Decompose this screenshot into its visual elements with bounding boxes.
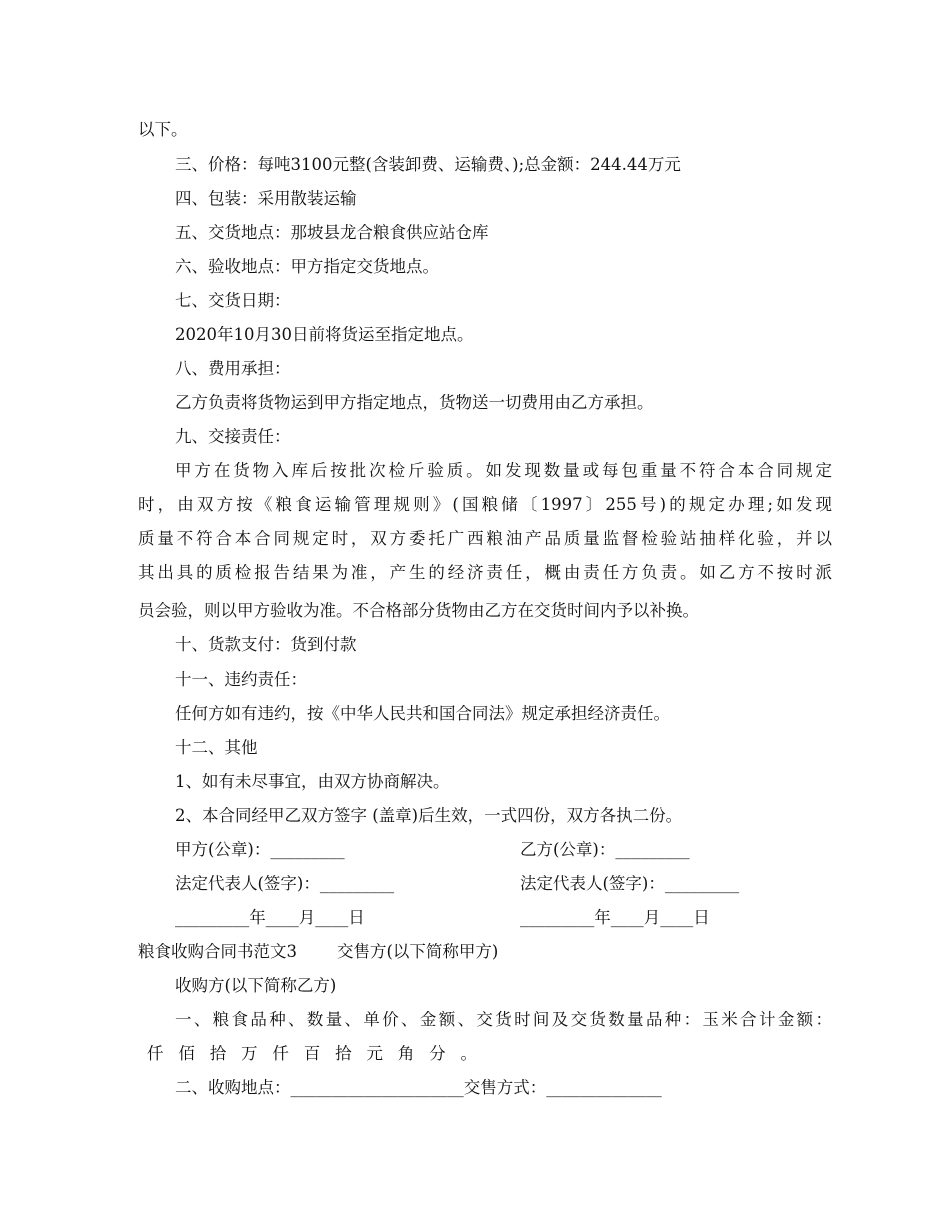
party-b-seal-field: 乙方(公章)：_________: [520, 840, 690, 859]
cost-text: 乙方负责将货物运到甲方指定地点，货物送一切费用由乙方承担。: [175, 393, 654, 412]
cost-heading: 八、费用承担：: [175, 359, 291, 378]
handover-heading: 九、交接责任：: [175, 427, 291, 446]
section-3-heading-line: [138, 941, 832, 963]
amount-in-words: 仟佰拾万仟百拾元角分。: [147, 1044, 492, 1063]
party-a-representative-field: 法定代表人(签字)：_________: [175, 874, 395, 893]
party-a-date-field: _________年____月____日: [175, 908, 365, 927]
party-b-date-field: _________年____月____日: [520, 908, 710, 927]
liability-heading: 十一、违约责任：: [175, 670, 307, 689]
packaging-clause: 四、包装：采用散装运输: [175, 189, 357, 208]
other-heading: 十二、其他: [175, 738, 258, 757]
delivery-date-heading: 七、交货日期：: [175, 291, 291, 310]
purchase-location-item: 二、收购地点：_____________________交售方式：______________: [175, 1078, 662, 1097]
delivery-date-text: 2020年10月30日前将货运至指定地点。: [175, 325, 474, 344]
handover-text-line: 时，由双方按《粮食运输管理规则》(国粮储〔1997〕255号)的规定办理;如发现: [138, 495, 832, 514]
other-item-2: 2、本合同经甲乙双方签字 (盖章)后生效，一式四份，双方各执二份。: [175, 806, 683, 825]
handover-text-line: 员会验，则以甲方验收为准。不合格部分货物由乙方在交货时间内予以补换。: [138, 601, 699, 620]
grain-item-1: 一、粮食品种、数量、单价、金额、交货时间及交货数量品种：玉米合计金额：: [175, 1010, 832, 1029]
handover-text-line: 质量不符合本合同规定时，双方委托广西粮油产品质量监督检验站抽样化验，并以: [138, 529, 832, 548]
handover-text-line: 其出具的质检报告结果为准，产生的经济责任，概由责任方负责。如乙方不按时派: [138, 563, 832, 582]
liability-text: 任何方如有违约，按《中华人民共和国合同法》规定承担经济责任。: [175, 704, 670, 723]
payment-clause: 十、货款支付：货到付款: [175, 635, 357, 654]
handover-text-line: 甲方在货物入库后按批次检斤验质。如发现数量或每包重量不符合本合同规定: [175, 461, 832, 480]
price-clause: 三、价格：每吨3100元整(含装卸费、运输费、);总金额：244.44万元: [175, 155, 681, 174]
other-item-1: 1、如有未尽事宜，由双方协商解决。: [175, 772, 450, 791]
inspection-location-clause: 六、验收地点：甲方指定交货地点。: [175, 257, 439, 276]
party-a-seal-field: 甲方(公章)：_________: [175, 840, 345, 859]
party-b-representative-field: 法定代表人(签字)：_________: [520, 874, 740, 893]
delivery-location-clause: 五、交货地点：那坡县龙合粮食供应站仓库: [175, 223, 489, 242]
text-line: 以下。: [138, 120, 188, 139]
section-3-title: 粮食收购合同书范文3: [138, 942, 297, 961]
buyer-label: 收购方(以下简称乙方): [175, 976, 337, 995]
seller-label: 交售方(以下简称甲方): [337, 942, 499, 961]
